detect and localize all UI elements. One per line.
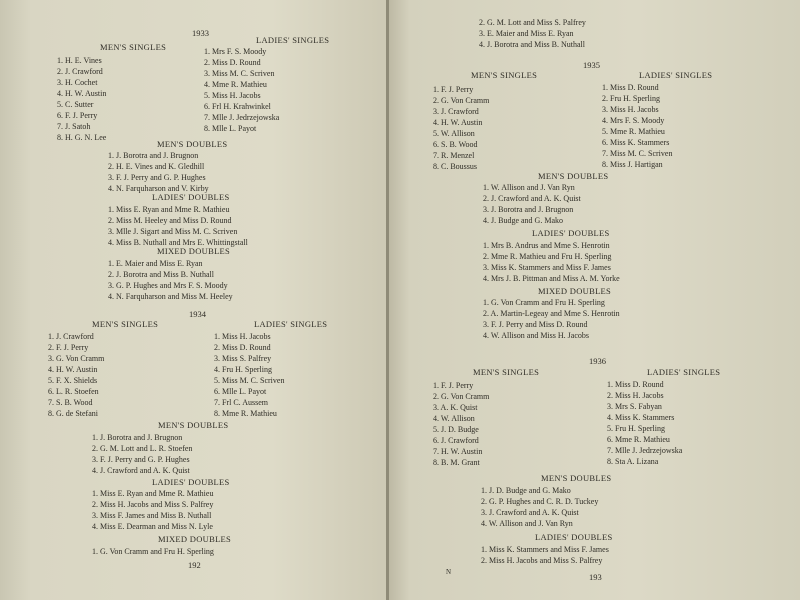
- mixed-doubles-heading-1935: MIXED DOUBLES: [538, 286, 612, 296]
- ladies-singles-heading-1936: LADIES' SINGLES: [647, 367, 721, 377]
- list-item: 1. F. J. Perry: [433, 85, 474, 94]
- mixed-doubles-heading-1933: MIXED DOUBLES: [157, 246, 231, 256]
- list-item: 2. J. Borotra and Miss B. Nuthall: [108, 270, 214, 279]
- year-heading-1935: 1935: [583, 60, 600, 70]
- list-item: 3. Miss H. Jacobs: [602, 105, 659, 114]
- list-item: 2. J. Crawford and A. K. Quist: [483, 194, 581, 203]
- list-item: 8. Mlle L. Payot: [204, 124, 257, 133]
- list-item: 3. Mlle J. Sigart and Miss M. C. Scriven: [108, 227, 238, 236]
- list-item: 3. Mrs S. Fabyan: [607, 402, 662, 411]
- list-item: 1. G. Von Cramm and Fru H. Sperling: [483, 298, 605, 307]
- list-item: 8. Mme R. Mathieu: [214, 409, 277, 418]
- list-item: 1. Miss E. Ryan and Mme R. Mathieu: [92, 489, 214, 498]
- list-item: 7. R. Menzel: [433, 151, 475, 160]
- list-item: 2. Miss H. Jacobs: [607, 391, 664, 400]
- mens-singles-heading-1935: MEN'S SINGLES: [471, 70, 538, 80]
- ladies-singles-heading-1934: LADIES' SINGLES: [254, 319, 328, 329]
- mens-doubles-heading-1935: MEN'S DOUBLES: [538, 171, 609, 181]
- list-item: 5. Fru H. Sperling: [607, 424, 665, 433]
- list-item: 6. Miss K. Stammers: [602, 138, 670, 147]
- signature-mark: N: [446, 568, 452, 576]
- list-item: 8. C. Boussus: [433, 162, 478, 171]
- list-item: 1. F. J. Perry: [433, 381, 474, 390]
- list-item: 1. Miss H. Jacobs: [214, 332, 271, 341]
- list-item: 3. Miss M. C. Scriven: [204, 69, 275, 78]
- list-item: 5. Mme R. Mathieu: [602, 127, 665, 136]
- year-heading-1934: 1934: [189, 309, 206, 319]
- list-item: 2. G. M. Lott and Miss S. Palfrey: [479, 18, 586, 27]
- list-item: 3. Miss F. James and Miss B. Nuthall: [92, 511, 212, 520]
- right-page: [389, 0, 800, 600]
- list-item: 4. Mrs F. S. Moody: [602, 116, 665, 125]
- list-item: 1. G. Von Cramm and Fru H. Sperling: [92, 547, 214, 556]
- list-item: 3. J. Borotra and J. Brugnon: [483, 205, 574, 214]
- list-item: 5. Miss M. C. Scriven: [214, 376, 285, 385]
- list-item: 1. E. Maier and Miss E. Ryan: [108, 259, 203, 268]
- list-item: 1. Miss E. Ryan and Mme R. Mathieu: [108, 205, 230, 214]
- list-item: 1. Miss K. Stammers and Miss F. James: [481, 545, 609, 554]
- ladies-doubles-heading-1935: LADIES' DOUBLES: [532, 228, 610, 238]
- list-item: 4. Miss E. Dearman and Miss N. Lyle: [92, 522, 213, 531]
- list-item: 2. H. E. Vines and K. Gledhill: [108, 162, 205, 171]
- ladies-doubles-heading-1936: LADIES' DOUBLES: [535, 532, 613, 542]
- list-item: 2. G. Von Cramm: [433, 392, 490, 401]
- list-item: 7. Miss M. C. Scriven: [602, 149, 673, 158]
- year-heading-1936: 1936: [589, 356, 606, 366]
- list-item: 2. Miss H. Jacobs and Miss S. Palfrey: [481, 556, 603, 565]
- list-item: 2. J. Crawford: [57, 67, 103, 76]
- list-item: 7. J. Satoh: [57, 122, 91, 131]
- list-item: 6. S. B. Wood: [433, 140, 478, 149]
- list-item: 3. J. Crawford: [433, 107, 479, 116]
- list-item: 2. G. Von Cramm: [433, 96, 490, 105]
- list-item: 6. Mme R. Mathieu: [607, 435, 670, 444]
- list-item: 1. J. Crawford: [48, 332, 94, 341]
- list-item: 5. C. Sutter: [57, 100, 94, 109]
- list-item: 1. Miss D. Round: [607, 380, 664, 389]
- list-item: 4. W. Allison and Miss H. Jacobs: [483, 331, 590, 340]
- list-item: 8. G. de Stefani: [48, 409, 98, 418]
- list-item: 6. F. J. Perry: [57, 111, 98, 120]
- list-item: 4. N. Farquharson and V. Kirby: [108, 184, 209, 193]
- mens-singles-heading-1934: MEN'S SINGLES: [92, 319, 159, 329]
- ladies-doubles-heading-1934: LADIES' DOUBLES: [152, 477, 230, 487]
- ladies-doubles-heading-1933: LADIES' DOUBLES: [152, 192, 230, 202]
- mens-doubles-heading-1934: MEN'S DOUBLES: [158, 420, 229, 430]
- list-item: 1. Mrs B. Andrus and Mme S. Henrotin: [483, 241, 610, 250]
- list-item: 4. Fru H. Sperling: [214, 365, 272, 374]
- year-heading-1933: 1933: [192, 28, 209, 38]
- mens-doubles-heading-1933: MEN'S DOUBLES: [157, 139, 228, 149]
- list-item: 3. G. P. Hughes and Mrs F. S. Moody: [108, 281, 228, 290]
- list-item: 2. Miss D. Round: [204, 58, 261, 67]
- mens-singles-heading-1936: MEN'S SINGLES: [473, 367, 540, 377]
- mens-doubles-heading-1936: MEN'S DOUBLES: [541, 473, 612, 483]
- list-item: 4. Miss K. Stammers: [607, 413, 675, 422]
- list-item: 4. H. W. Austin: [433, 118, 483, 127]
- list-item: 4. J. Crawford and A. K. Quist: [92, 466, 190, 475]
- list-item: 4. J. Budge and G. Mako: [483, 216, 563, 225]
- list-item: 7. H. W. Austin: [433, 447, 483, 456]
- list-item: 5. F. X. Shields: [48, 376, 98, 385]
- list-item: 2. Fru H. Sperling: [602, 94, 660, 103]
- list-item: 8. Miss J. Hartigan: [602, 160, 663, 169]
- list-item: 4. W. Allison: [433, 414, 475, 423]
- list-item: 4. H. W. Austin: [57, 89, 107, 98]
- list-item: 2. A. Martin-Legeay and Mme S. Henrotin: [483, 309, 620, 318]
- list-item: 7. Mlle J. Jedrzejowska: [204, 113, 280, 122]
- list-item: 4. Miss B. Nuthall and Mrs E. Whittingstall: [108, 238, 248, 247]
- left-page: [0, 0, 388, 600]
- list-item: 3. F. J. Perry and G. P. Hughes: [92, 455, 190, 464]
- list-item: 4. H. W. Austin: [48, 365, 98, 374]
- list-item: 1. J. Borotra and J. Brugnon: [108, 151, 199, 160]
- page-number: 192: [188, 560, 201, 570]
- list-item: 5. W. Allison: [433, 129, 475, 138]
- list-item: 2. Mme R. Mathieu and Fru H. Sperling: [483, 252, 612, 261]
- list-item: 3. H. Cochet: [57, 78, 98, 87]
- list-item: 4. J. Borotra and Miss B. Nuthall: [479, 40, 585, 49]
- list-item: 1. J. Borotra and J. Brugnon: [92, 433, 183, 442]
- list-item: 3. A. K. Quist: [433, 403, 478, 412]
- list-item: 7. Frl C. Aussem: [214, 398, 269, 407]
- list-item: 4. N. Farquharson and Miss M. Heeley: [108, 292, 233, 301]
- list-item: 6. Mlle L. Payot: [214, 387, 267, 396]
- list-item: 2. Miss M. Heeley and Miss D. Round: [108, 216, 232, 225]
- list-item: 3. Miss K. Stammers and Miss F. James: [483, 263, 611, 272]
- ladies-singles-heading-1933: LADIES' SINGLES: [256, 35, 330, 45]
- list-item: 1. H. E. Vines: [57, 56, 102, 65]
- list-item: 3. J. Crawford and A. K. Quist: [481, 508, 579, 517]
- list-item: 8. H. G. N. Lee: [57, 133, 107, 142]
- list-item: 2. G. P. Hughes and C. R. D. Tuckey: [481, 497, 599, 506]
- list-item: 3. Miss S. Palfrey: [214, 354, 272, 363]
- mens-singles-heading-1933: MEN'S SINGLES: [100, 42, 167, 52]
- list-item: 8. Sta A. Lizana: [607, 457, 659, 466]
- list-item: 4. W. Allison and J. Van Ryn: [481, 519, 573, 528]
- mixed-doubles-heading-1934: MIXED DOUBLES: [158, 534, 232, 544]
- list-item: 3. F. J. Perry and Miss D. Round: [483, 320, 588, 329]
- list-item: 1. J. D. Budge and G. Mako: [481, 486, 571, 495]
- list-item: 1. Mrs F. S. Moody: [204, 47, 267, 56]
- list-item: 1. Miss D. Round: [602, 83, 659, 92]
- list-item: 2. Miss H. Jacobs and Miss S. Palfrey: [92, 500, 214, 509]
- list-item: 4. Mme R. Mathieu: [204, 80, 267, 89]
- list-item: 5. Miss H. Jacobs: [204, 91, 261, 100]
- list-item: 6. J. Crawford: [433, 436, 479, 445]
- list-item: 4. Mrs J. B. Pittman and Miss A. M. Yorke: [483, 274, 620, 283]
- list-item: 3. F. J. Perry and G. P. Hughes: [108, 173, 206, 182]
- list-item: 3. G. Von Cramm: [48, 354, 105, 363]
- ladies-singles-heading-1935: LADIES' SINGLES: [639, 70, 713, 80]
- list-item: 8. B. M. Grant: [433, 458, 480, 467]
- page-number: 193: [589, 572, 602, 582]
- list-item: 2. G. M. Lott and L. R. Stoefen: [92, 444, 193, 453]
- list-item: 7. Mlle J. Jedrzejowska: [607, 446, 683, 455]
- list-item: 5. J. D. Budge: [433, 425, 479, 434]
- list-item: 6. Frl H. Krahwinkel: [204, 102, 271, 111]
- list-item: 3. E. Maier and Miss E. Ryan: [479, 29, 574, 38]
- list-item: 2. Miss D. Round: [214, 343, 271, 352]
- list-item: 7. S. B. Wood: [48, 398, 93, 407]
- list-item: 6. L. R. Stoefen: [48, 387, 99, 396]
- list-item: 1. W. Allison and J. Van Ryn: [483, 183, 575, 192]
- list-item: 2. F. J. Perry: [48, 343, 89, 352]
